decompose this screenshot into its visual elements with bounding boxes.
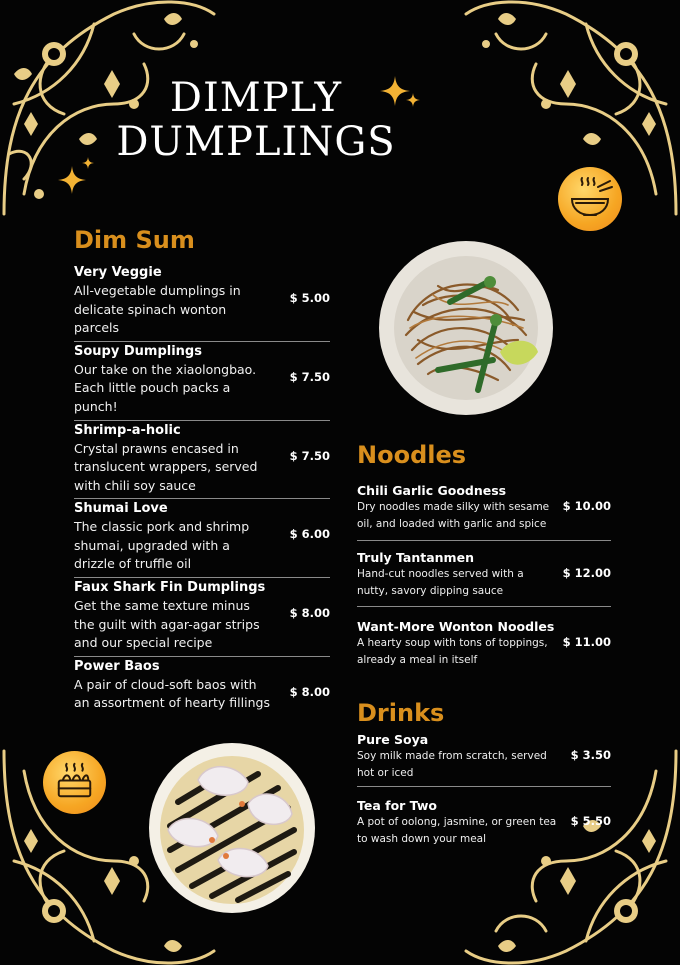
- item-name: Shumai Love: [74, 501, 168, 517]
- item-description: A pair of cloud-soft baos with an assortment of hearty fillings: [74, 676, 270, 711]
- item-name: Truly Tantanmen: [357, 550, 474, 565]
- item-name: Tea for Two: [357, 798, 437, 813]
- item-price: $ 7.50: [289, 369, 330, 384]
- item-name: Power Baos: [74, 658, 160, 674]
- noodle-bowl-icon: [558, 167, 622, 231]
- list-item: [74, 263, 330, 342]
- drinks-list: [357, 731, 611, 853]
- drinks-heading: Drinks: [357, 699, 445, 727]
- noodles-heading: Noodles: [357, 441, 467, 469]
- list-item: [357, 731, 611, 787]
- item-price: $ 5.00: [289, 291, 330, 305]
- item-description: The classic pork and shrimp shumai, upgraded with a drizzle of truffle oil: [74, 519, 250, 572]
- dim-sum-list: [74, 263, 330, 736]
- list-item: [74, 578, 330, 657]
- sparkle-icon: [82, 157, 94, 169]
- title-line-1: DIMPLY: [169, 75, 343, 121]
- item-name: Chili Garlic Goodness: [357, 483, 507, 498]
- list-item: [74, 657, 330, 736]
- list-item: [74, 499, 330, 578]
- list-item: [357, 787, 611, 853]
- steamer-basket-icon: [43, 751, 106, 814]
- item-name: Very Veggie: [74, 265, 162, 280]
- item-description: Soy milk made from scratch, served hot or iced: [357, 750, 547, 779]
- item-description: Get the same texture minus the guilt with agar-agar strips and our special recipe: [74, 598, 260, 651]
- dumpling-steamer-image: [148, 742, 316, 915]
- noodle-plate-image: [378, 240, 554, 416]
- item-price: $ 10.00: [562, 499, 611, 513]
- steamer-basket-badge: [43, 751, 106, 814]
- title-line-2: DUMPLINGS: [116, 119, 396, 165]
- item-price: $ 8.00: [289, 684, 330, 699]
- item-description: Dry noodles made silky with sesame oil, and loaded with garlic and spice: [357, 501, 550, 530]
- item-price: $ 5.50: [570, 814, 611, 828]
- list-item: [74, 342, 330, 421]
- item-price: $ 6.00: [289, 527, 330, 542]
- item-name: Faux Shark Fin Dumplings: [74, 580, 266, 596]
- item-description: Hand-cut noodles served with a nutty, savory dipping sauce: [357, 568, 524, 597]
- noodles-list: [357, 482, 611, 673]
- item-price: $ 3.50: [570, 748, 611, 762]
- list-item: [357, 607, 611, 673]
- item-price: $ 7.50: [289, 448, 330, 463]
- item-name: Soupy Dumplings: [74, 343, 202, 359]
- list-item: [357, 541, 611, 607]
- list-item: [74, 421, 330, 500]
- item-description: A pot of oolong, jasmine, or green tea to wash down your meal: [357, 816, 557, 845]
- item-price: $ 12.00: [562, 566, 611, 580]
- item-name: Pure Soya: [357, 732, 429, 747]
- list-item: [357, 482, 611, 541]
- item-description: Crystal prawns encased in translucent wrappers, served with chili soy sauce: [74, 440, 258, 493]
- item-description: Our take on the xiaolongbao. Each little pouch packs a punch!: [74, 361, 257, 414]
- sparkle-icon: [406, 93, 420, 107]
- sparkle-icon: [58, 166, 86, 194]
- dim-sum-heading: Dim Sum: [74, 226, 195, 254]
- item-name: Want-More Wonton Noodles: [357, 619, 555, 634]
- item-name: Shrimp-a-holic: [74, 422, 181, 438]
- item-price: $ 11.00: [562, 635, 611, 649]
- noodle-bowl-badge: [558, 167, 622, 231]
- restaurant-title: [96, 76, 416, 164]
- item-description: All-vegetable dumplings in delicate spinach wonton parcels: [74, 283, 241, 335]
- item-description: A hearty soup with tons of toppings, already a meal in itself: [357, 637, 548, 666]
- item-price: $ 8.00: [289, 606, 330, 621]
